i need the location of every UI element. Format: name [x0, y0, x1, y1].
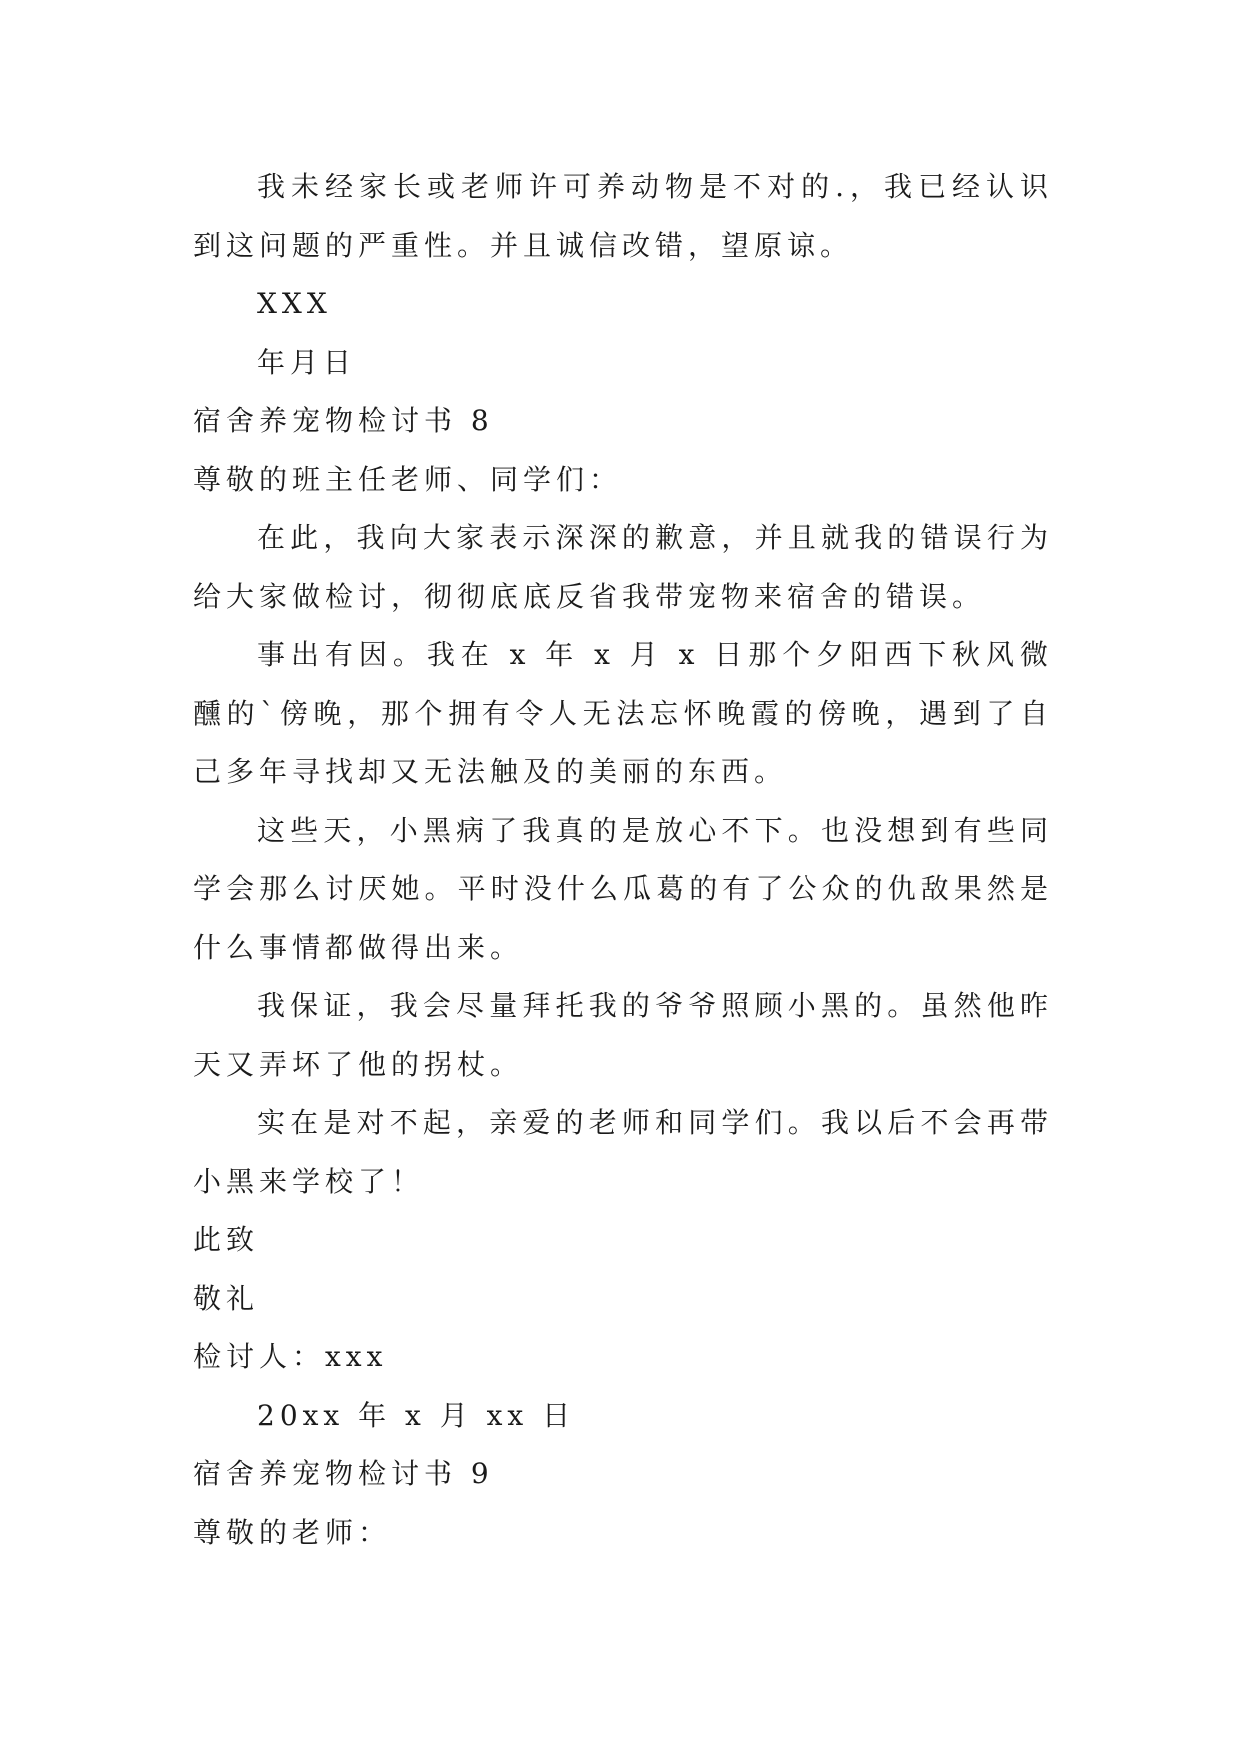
paragraph: 这些天，小黑病了我真的是放心不下。也没想到有些同学会那么讨厌她。平时没什么瓜葛的有了公众的仇敌果然是什么事情都做得出来。 — [193, 813, 1053, 964]
paragraph: 我保证，我会尽量拜托我的爷爷照顾小黑的。虽然他昨天又弄坏了他的拐杖。 — [193, 989, 1053, 1081]
salutation: 尊敬的老师： — [193, 1515, 392, 1549]
salutation: 尊敬的班主任老师、同学们： — [193, 462, 623, 496]
closing-line: 敬礼 — [193, 1281, 260, 1315]
section-title: 宿舍养宠物检讨书 8 — [193, 404, 494, 437]
signature-name: XXX — [257, 287, 332, 320]
closing-line: 此致 — [193, 1223, 260, 1256]
signature-author: 检讨人：xxx — [193, 1340, 388, 1373]
signature-date: 20xx 年 x 月 xx 日 — [257, 1398, 576, 1432]
signature-date: 年月日 — [257, 345, 357, 379]
document-body — [193, 158, 1053, 1562]
section-title: 宿舍养宠物检讨书 9 — [193, 1457, 494, 1490]
paragraph: 事出有因。我在 x 年 x 月 x 日那个夕阳西下秋风微醺的`傍晚，那个拥有令人无法忘怀晚霞的傍晚，遇到了自己多年寻找却又无法触及的美丽的东西。 — [193, 638, 1053, 788]
paragraph: 实在是对不起，亲爱的老师和同学们。我以后不会再带小黑来学校了！ — [193, 1106, 1053, 1198]
paragraph: 在此，我向大家表示深深的歉意，并且就我的错误行为给大家做检讨，彻彻底底反省我带宠物来宿舍的错误。 — [193, 521, 1053, 613]
paragraph: 我未经家长或老师许可养动物是不对的.，我已经认识到这问题的严重性。并且诚信改错，望原谅。 — [193, 170, 1053, 262]
